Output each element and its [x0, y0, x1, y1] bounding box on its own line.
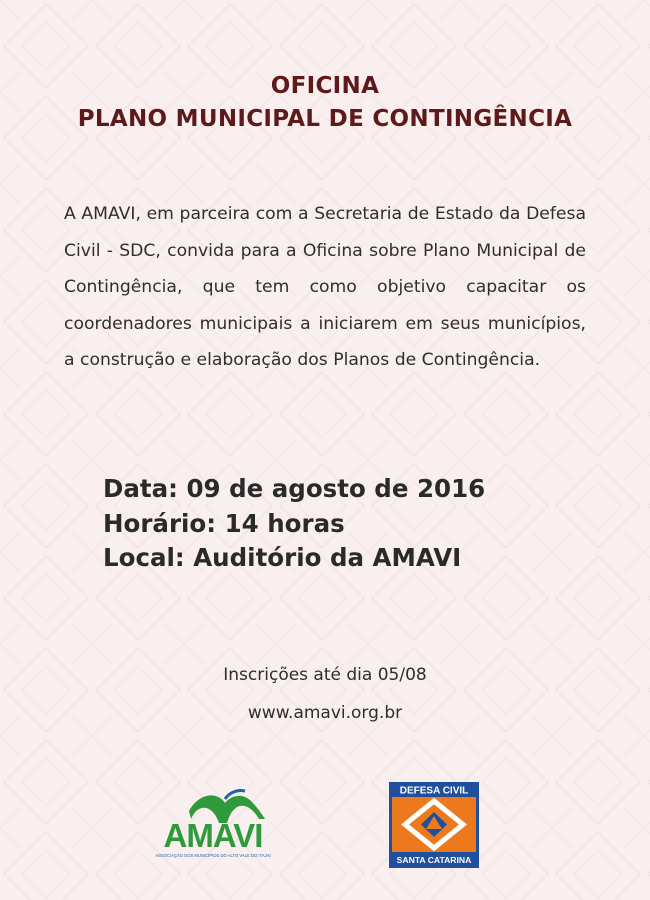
amavi-logo-subtitle: ASSOCIAÇÃO DOS MUNICÍPIOS DO ALTO VALE DO ITAJAÍ	[155, 853, 271, 858]
invitation-paragraph: A AMAVI, em parceira com a Secretaria de Estado da Defesa Civil - SDC, convida para a Oficina sobre Plano Municipal de Contingência, que tem como objetivo capacitar os coordenadores municipais a iniciarem em seus municípios, a construção e elaboração dos Planos de Contingência.	[64, 204, 586, 371]
title-line-2: PLANO MUNICIPAL DE CONTINGÊNCIA	[77, 106, 573, 132]
amavi-logo	[155, 789, 271, 861]
website-link[interactable]: www.amavi.org.br	[247, 703, 403, 723]
defesa-civil-logo	[389, 782, 479, 868]
title-line-1: OFICINA	[270, 73, 380, 99]
amavi-logo-name: AMAVI	[163, 817, 263, 854]
santa-catarina-label: SANTA CATARINA	[396, 855, 472, 865]
registration-deadline: Inscrições até dia 05/08	[223, 665, 427, 685]
event-time: Horário: 14 horas	[103, 508, 345, 538]
event-date: Data: 09 de agosto de 2016	[103, 474, 486, 503]
event-details	[103, 472, 485, 576]
event-location: Local: Auditório da AMAVI	[103, 543, 462, 572]
defesa-civil-label: DEFESA CIVIL	[399, 785, 469, 797]
registration-info	[0, 656, 650, 732]
page-title	[0, 70, 650, 136]
